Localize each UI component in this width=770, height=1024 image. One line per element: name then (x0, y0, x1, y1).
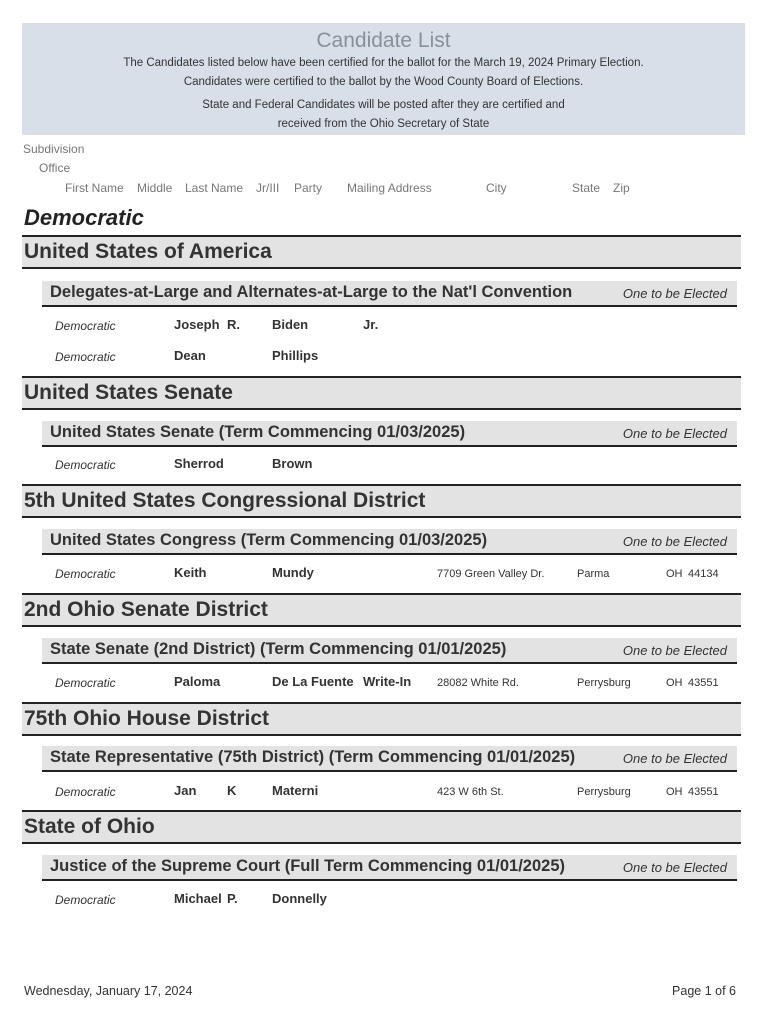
candidate-middle: K (227, 783, 237, 798)
jurisdiction-header (22, 702, 741, 736)
candidate-party: Democratic (55, 567, 116, 581)
office-name: State Senate (2nd District) (Term Commencing 01/01/2025) (50, 640, 507, 658)
candidate-zip: 43551 (688, 677, 719, 689)
candidate-party: Democratic (55, 785, 116, 799)
candidate-party: Democratic (55, 319, 116, 333)
col-state: State (572, 181, 601, 195)
candidate-party: Democratic (55, 676, 116, 690)
candidate-zip: 44134 (688, 568, 719, 580)
candidate-last-name: Donnelly (272, 891, 327, 906)
candidate-row (0, 456, 770, 476)
jurisdiction-header (22, 376, 741, 410)
header-line-3: State and Federal Candidates will be posted after they are certified and (202, 99, 565, 111)
candidate-row (0, 348, 770, 368)
candidate-party: Democratic (55, 893, 116, 907)
candidate-first-name: Sherrod (174, 456, 224, 471)
candidate-state: OH (666, 568, 683, 580)
candidate-first-name: Jan (174, 783, 197, 798)
elected-count: One to be Elected (622, 534, 727, 549)
jurisdiction-name: United States Senate (24, 381, 233, 404)
candidate-first-name: Michael (174, 891, 222, 906)
elected-count: One to be Elected (622, 426, 727, 441)
candidate-middle: P. (227, 891, 238, 906)
candidate-first-name: Dean (174, 348, 206, 363)
elected-count: One to be Elected (622, 860, 727, 875)
candidate-state: OH (666, 786, 683, 798)
col-party: Party (294, 181, 323, 195)
candidate-row (0, 317, 770, 337)
candidate-last-name: Mundy (272, 565, 314, 580)
footer-date: Wednesday, January 17, 2024 (24, 984, 193, 998)
jurisdiction-name: 75th Ohio House District (24, 707, 270, 730)
header-line-2: Candidates were certified to the ballot by the Wood County Board of Elections. (183, 76, 584, 88)
candidate-middle: R. (227, 317, 240, 332)
candidate-last-name: Biden (272, 317, 309, 332)
office-name: United States Senate (Term Commencing 01/03/2025) (50, 423, 466, 441)
office-header (42, 421, 737, 447)
candidate-row (0, 674, 770, 694)
header-banner (22, 23, 745, 135)
candidate-first-name: Keith (174, 565, 207, 580)
office-name: Delegates-at-Large and Alternates-at-Large to the Nat'l Convention (50, 283, 573, 301)
jurisdiction-header (22, 593, 741, 627)
candidate-row (0, 891, 770, 911)
candidate-zip: 43551 (688, 786, 719, 798)
jurisdiction-name: 5th United States Congressional District (24, 489, 426, 512)
col-subdivision: Subdivision (23, 142, 85, 156)
candidate-address: 7709 Green Valley Dr. (437, 568, 545, 580)
jurisdiction-header (22, 810, 741, 844)
col-last-name: Last Name (185, 181, 244, 195)
candidate-row (0, 565, 770, 585)
candidate-row (0, 783, 770, 803)
candidate-address: 423 W 6th St. (437, 786, 504, 798)
candidate-last-name: Materni (272, 783, 319, 798)
candidate-city: Parma (577, 568, 610, 580)
col-office: Office (39, 161, 71, 175)
office-header (42, 746, 737, 772)
jurisdiction-header (22, 235, 741, 269)
elected-count: One to be Elected (622, 286, 727, 301)
candidate-party: Democratic (55, 350, 116, 364)
candidate-last-name: Brown (272, 456, 313, 471)
candidate-city: Perrysburg (577, 786, 631, 798)
col-suffix: Jr/III (256, 181, 280, 195)
elected-count: One to be Elected (622, 643, 727, 658)
jurisdiction-name: United States of America (24, 240, 272, 263)
office-header (42, 855, 737, 881)
jurisdiction-header (22, 484, 741, 518)
candidate-party: Democratic (55, 458, 116, 472)
jurisdiction-name: 2nd Ohio Senate District (24, 598, 268, 621)
party-heading: Democratic (24, 205, 144, 230)
elected-count: One to be Elected (622, 751, 727, 766)
col-zip: Zip (613, 181, 630, 195)
col-city: City (486, 181, 507, 195)
jurisdiction-name: State of Ohio (24, 815, 155, 838)
office-name: United States Congress (Term Commencing 01/03/2025) (50, 531, 488, 549)
candidate-suffix: Write-In (363, 674, 412, 689)
page-title: Candidate List (316, 29, 451, 52)
candidate-last-name: De La Fuente (272, 674, 354, 689)
office-header (42, 529, 737, 555)
office-name: Justice of the Supreme Court (Full Term Commencing 01/01/2025) (50, 857, 565, 875)
candidate-first-name: Joseph (174, 317, 220, 332)
candidate-last-name: Phillips (272, 348, 319, 363)
col-first-name: First Name (65, 181, 124, 195)
col-mailing-address: Mailing Address (347, 181, 432, 195)
office-header (42, 638, 737, 664)
col-middle: Middle (137, 181, 173, 195)
candidate-first-name: Paloma (174, 674, 221, 689)
footer-page-number: Page 1 of 6 (672, 984, 736, 998)
candidate-city: Perrysburg (577, 677, 631, 689)
office-header (42, 281, 737, 307)
candidate-address: 28082 White Rd. (437, 677, 519, 689)
candidate-suffix: Jr. (363, 317, 379, 332)
header-line-4: received from the Ohio Secretary of State (277, 118, 490, 130)
office-name: State Representative (75th District) (Term Commencing 01/01/2025) (50, 748, 576, 766)
candidate-state: OH (666, 677, 683, 689)
header-line-1: The Candidates listed below have been certified for the ballot for the March 19, 2024 Primary Election. (123, 57, 644, 69)
